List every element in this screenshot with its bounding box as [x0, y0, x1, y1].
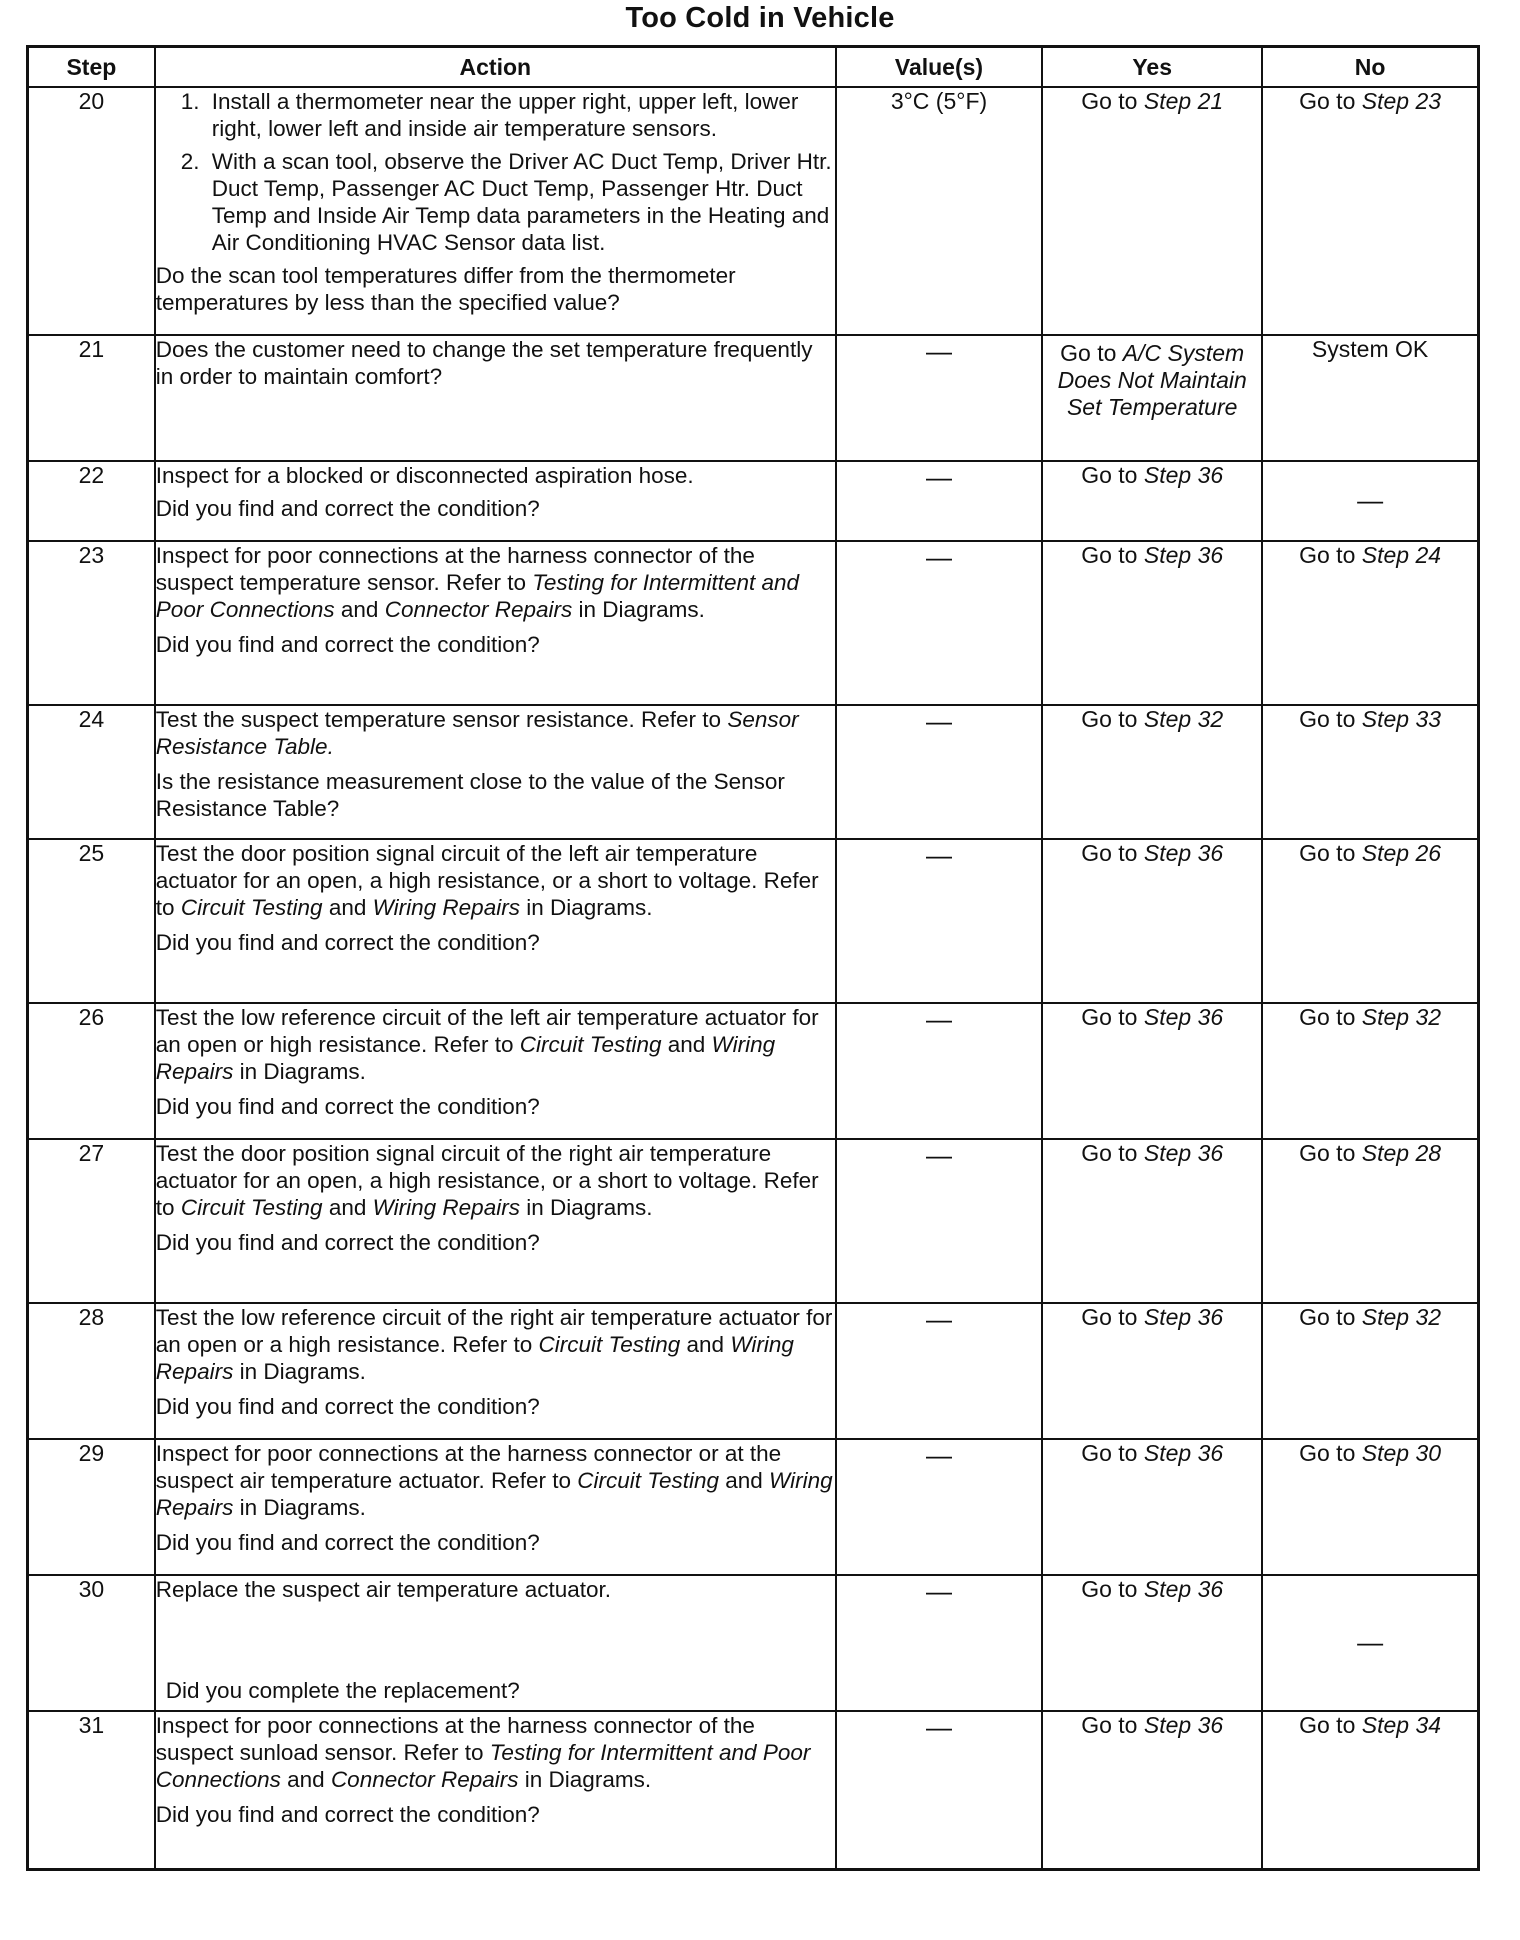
yes-prefix: Go to — [1081, 1140, 1144, 1166]
action-cell — [155, 87, 836, 335]
no-prefix: Go to — [1299, 1140, 1362, 1166]
action-question: Did you find and correct the condition? — [155, 496, 540, 521]
action-text: Test the door position signal circuit of the left air temperature actuator for an open, a high resistance, or a short to voltage. Refer to Circuit Testing and Wiring Repairs in Diagrams. — [155, 841, 819, 920]
substep-item: 1. Install a thermometer near the upper right, upper left, lower right, lower left and inside air temperature sensors. — [206, 88, 835, 142]
reference-link[interactable]: Circuit Testing — [180, 895, 323, 920]
yes-cell — [1042, 1575, 1262, 1711]
action-cell — [155, 1303, 836, 1439]
action-text: Does the customer need to change the set temperature frequently in order to maintain comfort? — [155, 337, 813, 389]
value-cell: — — [836, 1139, 1042, 1303]
table-row — [28, 461, 1479, 541]
no-step-link[interactable]: Step 33 — [1361, 706, 1442, 732]
reference-link[interactable]: Wiring Repairs — [155, 1468, 833, 1520]
yes-section-link[interactable]: A/C System Does Not Maintain Set Temperature — [1057, 340, 1247, 420]
yes-cell — [1042, 705, 1262, 839]
diagnostic-table — [26, 45, 1480, 1871]
action-text: Test the low reference circuit of the left air temperature actuator for an open or high resistance. Refer to Circuit Testing and Wiring Repairs in Diagrams. — [155, 1005, 819, 1084]
no-cell — [1262, 1303, 1478, 1439]
yes-step-link[interactable]: Step 36 — [1143, 840, 1224, 866]
value-cell: — — [836, 541, 1042, 705]
action-question: Did you find and correct the condition? — [155, 632, 540, 657]
value-cell: — — [836, 335, 1042, 461]
header-row — [28, 47, 1479, 88]
yes-step-link[interactable]: Step 36 — [1143, 1304, 1224, 1330]
step-number: 25 — [28, 839, 155, 1003]
no-step-link[interactable]: Step 24 — [1361, 542, 1442, 568]
table-row — [28, 1439, 1479, 1575]
action-question: Did you find and correct the condition? — [155, 1802, 540, 1827]
reference-link[interactable]: Connector Repairs — [330, 1767, 519, 1792]
step-number: 26 — [28, 1003, 155, 1139]
yes-cell — [1042, 87, 1262, 335]
yes-prefix: Go to — [1081, 1440, 1144, 1466]
substep-list — [156, 88, 835, 256]
yes-cell — [1042, 541, 1262, 705]
value-cell: — — [836, 1439, 1042, 1575]
reference-link[interactable]: Testing for Intermittent and Poor Connections — [155, 1740, 811, 1792]
table-row — [28, 541, 1479, 705]
no-prefix: Go to — [1299, 706, 1362, 732]
reference-link[interactable]: Circuit Testing — [519, 1032, 662, 1057]
yes-cell — [1042, 1711, 1262, 1869]
step-number: 27 — [28, 1139, 155, 1303]
yes-step-link[interactable]: Step 36 — [1143, 1004, 1224, 1030]
table-row — [28, 1303, 1479, 1439]
no-step-link[interactable]: Step 30 — [1361, 1440, 1442, 1466]
yes-prefix: Go to — [1081, 462, 1144, 488]
substep-item: 2. With a scan tool, observe the Driver AC Duct Temp, Driver Htr. Duct Temp, Passenger AC Duct Temp, Passenger Htr. Duct Temp and Inside Air Temp data parameters in the Heating and Air Conditioning HVAC Sensor data list. — [206, 148, 835, 256]
reference-link[interactable]: Connector Repairs — [384, 597, 573, 622]
yes-cell — [1042, 461, 1262, 541]
action-text: Test the suspect temperature sensor resistance. Refer to Sensor Resistance Table. — [155, 707, 799, 759]
yes-prefix: Go to — [1081, 88, 1144, 114]
action-question: Did you find and correct the condition? — [155, 1530, 540, 1555]
no-cell: — — [1262, 461, 1478, 541]
no-step-link[interactable]: Step 34 — [1361, 1712, 1442, 1738]
action-question: Is the resistance measurement close to the value of the Sensor Resistance Table? — [155, 769, 785, 821]
value-cell: — — [836, 461, 1042, 541]
step-number: 29 — [28, 1439, 155, 1575]
action-cell — [155, 335, 836, 461]
action-cell — [155, 1003, 836, 1139]
yes-prefix: Go to — [1081, 1712, 1144, 1738]
step-number: 20 — [28, 87, 155, 335]
reference-link[interactable]: Sensor Resistance Table. — [155, 707, 799, 759]
reference-link[interactable]: Wiring Repairs — [155, 1032, 776, 1084]
table-row — [28, 1711, 1479, 1869]
no-prefix: Go to — [1299, 1304, 1362, 1330]
value-cell: — — [836, 705, 1042, 839]
reference-link[interactable]: Circuit Testing — [180, 1195, 323, 1220]
reference-link[interactable]: Wiring Repairs — [372, 1195, 520, 1220]
no-prefix: Go to — [1299, 542, 1362, 568]
yes-step-link[interactable]: Step 32 — [1143, 706, 1224, 732]
yes-step-link[interactable]: Step 36 — [1143, 1440, 1224, 1466]
yes-prefix: Go to — [1081, 840, 1144, 866]
action-cell — [155, 1439, 836, 1575]
yes-cell — [1042, 1003, 1262, 1139]
action-question: Did you find and correct the condition? — [155, 930, 540, 955]
action-text: Test the low reference circuit of the right air temperature actuator for an open or a high resistance. Refer to Circuit Testing and Wiring Repairs in Diagrams. — [155, 1305, 833, 1384]
yes-prefix: Go to — [1081, 1004, 1144, 1030]
step-number: 30 — [28, 1575, 155, 1711]
action-cell — [155, 705, 836, 839]
no-cell — [1262, 541, 1478, 705]
action-question: Did you find and correct the condition? — [155, 1230, 540, 1255]
no-prefix: Go to — [1299, 88, 1362, 114]
no-prefix: Go to — [1299, 1004, 1362, 1030]
page-title: Too Cold in Vehicle — [625, 2, 895, 34]
table-row — [28, 839, 1479, 1003]
value-cell: — — [836, 1303, 1042, 1439]
header-action: Action — [155, 47, 836, 88]
no-cell — [1262, 87, 1478, 335]
action-text: Test the door position signal circuit of the right air temperature actuator for an open, a high resistance, or a short to voltage. Refer to Circuit Testing and Wiring Repairs in Diagrams. — [155, 1141, 819, 1220]
no-prefix: Go to — [1299, 1712, 1362, 1738]
table-row — [28, 1575, 1479, 1711]
value-cell: — — [836, 1575, 1042, 1711]
reference-link[interactable]: Wiring Repairs — [155, 1332, 794, 1384]
action-question: Did you complete the replacement? — [165, 1678, 520, 1703]
value-cell: 3°C (5°F) — [836, 87, 1042, 335]
action-question: Did you find and correct the condition? — [155, 1394, 540, 1419]
no-cell — [1262, 1711, 1478, 1869]
reference-link[interactable]: Testing for Intermittent and Poor Connections — [155, 570, 800, 622]
yes-step-link[interactable]: Step 36 — [1143, 462, 1224, 488]
yes-step-link[interactable]: Step 36 — [1143, 1140, 1224, 1166]
no-cell — [1262, 839, 1478, 1003]
value-cell: — — [836, 1711, 1042, 1869]
step-number: 22 — [28, 461, 155, 541]
step-number: 23 — [28, 541, 155, 705]
no-step-link[interactable]: Step 32 — [1361, 1004, 1442, 1030]
table-row — [28, 335, 1479, 461]
table-row — [28, 87, 1479, 335]
no-cell — [1262, 705, 1478, 839]
yes-step-link[interactable]: Step 36 — [1143, 1712, 1224, 1738]
action-cell — [155, 839, 836, 1003]
action-question: Do the scan tool temperatures differ from the thermometer temperatures by less than the specified value? — [155, 263, 736, 315]
reference-link[interactable]: Circuit Testing — [577, 1468, 719, 1493]
yes-cell — [1042, 839, 1262, 1003]
no-prefix: Go to — [1299, 840, 1362, 866]
action-text: Inspect for poor connections at the harness connector or at the suspect air temperature actuator. Refer to Circuit Testing and Wiring Repairs in Diagrams. — [155, 1441, 833, 1520]
action-text: Inspect for poor connections at the harness connector of the suspect sunload sensor. Refer to Testing for Intermittent and Poor Connections and Connector Repairs in Diagrams. — [155, 1713, 811, 1792]
step-number: 24 — [28, 705, 155, 839]
header-no: No — [1262, 47, 1478, 88]
no-step-link[interactable]: Step 28 — [1361, 1140, 1442, 1166]
reference-link[interactable]: Circuit Testing — [538, 1332, 681, 1357]
header-yes: Yes — [1042, 47, 1262, 88]
action-cell — [155, 461, 836, 541]
yes-cell — [1042, 335, 1262, 461]
reference-link[interactable]: Wiring Repairs — [372, 895, 520, 920]
yes-step-link[interactable]: Step 36 — [1143, 1576, 1224, 1602]
yes-cell — [1042, 1139, 1262, 1303]
no-step-link[interactable]: Step 32 — [1361, 1304, 1442, 1330]
table-row — [28, 1003, 1479, 1139]
yes-step-link[interactable]: Step 21 — [1143, 88, 1224, 114]
header-values: Value(s) — [836, 47, 1042, 88]
action-cell — [155, 1711, 836, 1869]
no-cell: — — [1262, 1575, 1478, 1711]
yes-prefix: Go to — [1081, 1576, 1144, 1602]
action-cell — [155, 541, 836, 705]
step-number: 28 — [28, 1303, 155, 1439]
yes-prefix: Go to — [1081, 542, 1144, 568]
no-cell — [1262, 1439, 1478, 1575]
value-cell: — — [836, 839, 1042, 1003]
yes-prefix: Go to — [1081, 706, 1144, 732]
no-step-link[interactable]: Step 26 — [1361, 840, 1442, 866]
yes-cell — [1042, 1439, 1262, 1575]
value-cell: — — [836, 1003, 1042, 1139]
no-prefix: Go to — [1299, 1440, 1362, 1466]
no-cell — [1262, 1139, 1478, 1303]
step-number: 21 — [28, 335, 155, 461]
action-text: Inspect for a blocked or disconnected aspiration hose. — [155, 463, 694, 488]
action-cell — [155, 1139, 836, 1303]
header-step: Step — [28, 47, 155, 88]
no-step-link[interactable]: Step 23 — [1361, 88, 1442, 114]
no-cell: System OK — [1262, 335, 1478, 461]
action-question: Did you find and correct the condition? — [155, 1094, 540, 1119]
yes-prefix: Go to — [1081, 1304, 1144, 1330]
yes-step-link[interactable]: Step 36 — [1143, 542, 1224, 568]
yes-prefix: Go to — [1060, 340, 1123, 366]
action-text: Replace the suspect air temperature actuator. — [155, 1577, 612, 1602]
no-cell — [1262, 1003, 1478, 1139]
yes-cell — [1042, 1303, 1262, 1439]
table-row — [28, 705, 1479, 839]
action-text: Inspect for poor connections at the harness connector of the suspect temperature sensor. Refer to Testing for Intermittent and Poor Connections and Connector Repairs in Diagrams. — [155, 543, 800, 622]
action-cell — [155, 1575, 836, 1711]
step-number: 31 — [28, 1711, 155, 1869]
table-row — [28, 1139, 1479, 1303]
